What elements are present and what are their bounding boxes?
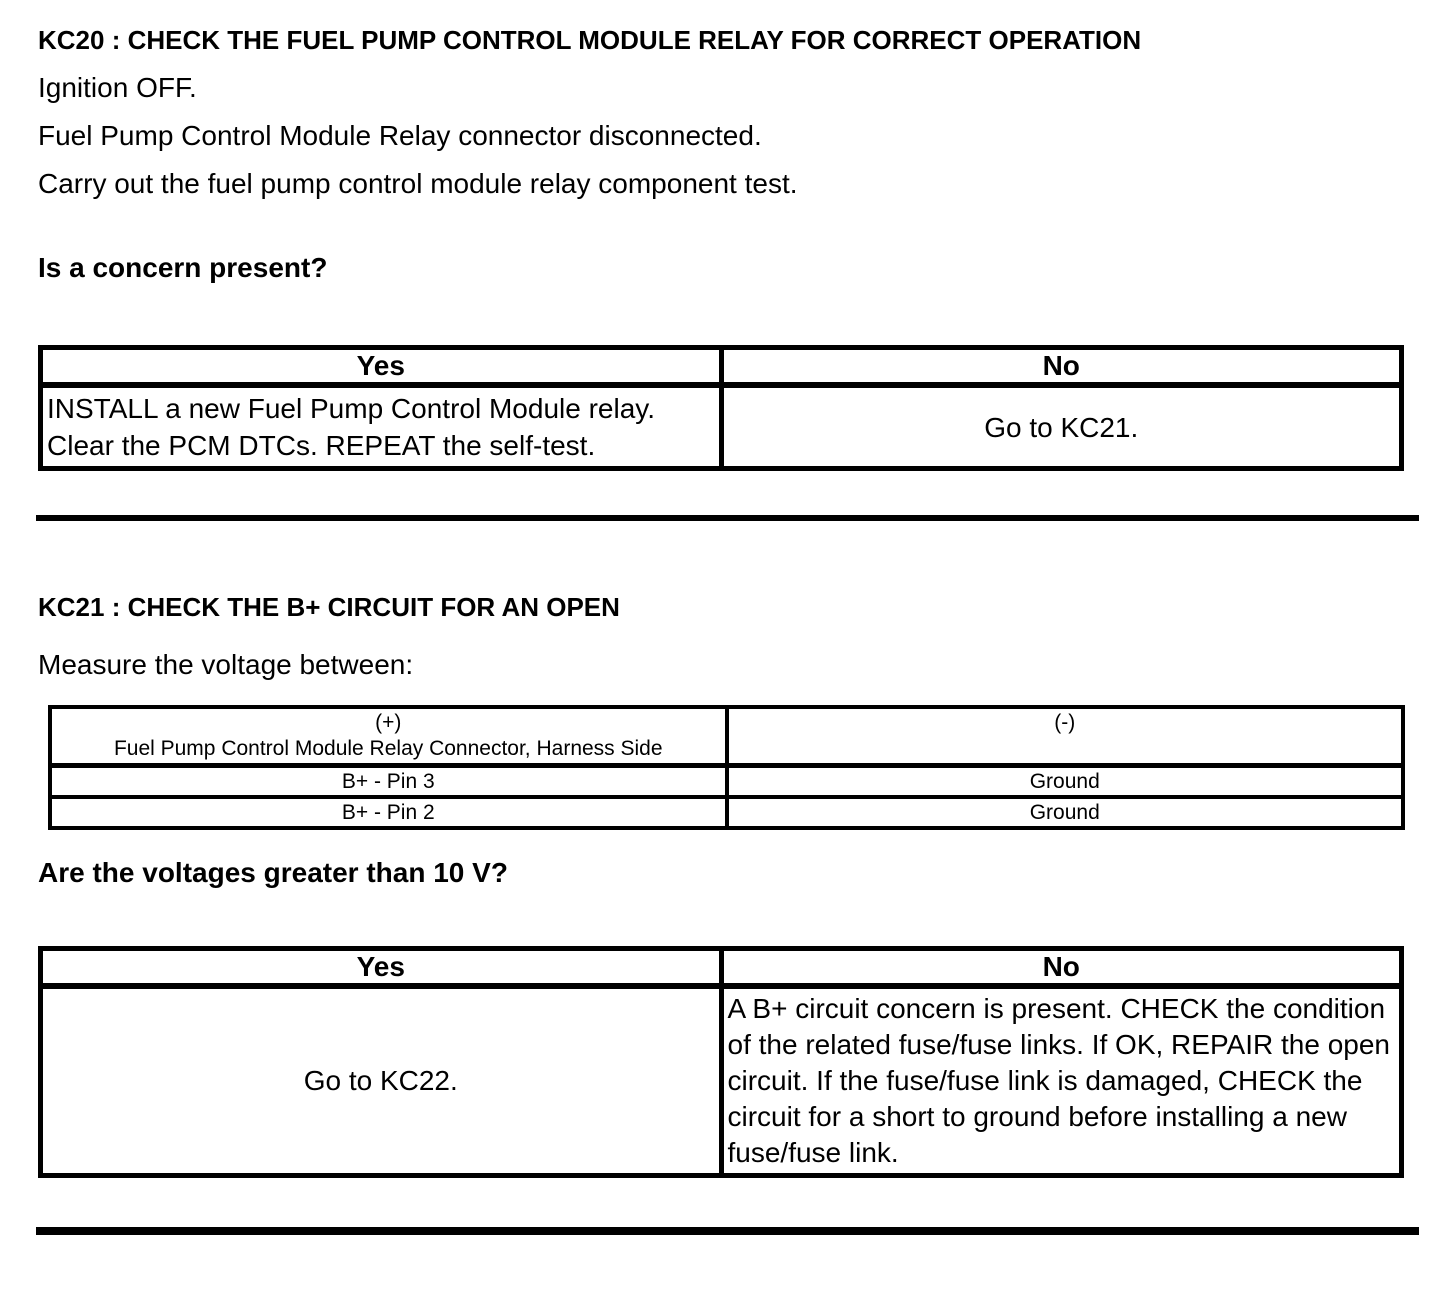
section-divider-bottom bbox=[36, 1227, 1419, 1235]
kc21-question: Are the voltages greater than 10 V? bbox=[38, 857, 508, 888]
kc21-measurement-table bbox=[48, 705, 1405, 830]
kc20-yes-action-cell bbox=[41, 385, 722, 469]
kc20-instruction-connector-disconnected: Fuel Pump Control Module Relay connector disconnected. bbox=[38, 120, 762, 151]
kc21-measure-instruction: Measure the voltage between: bbox=[38, 649, 414, 680]
measurement-pin2-positive: B+ - Pin 2 bbox=[50, 797, 727, 828]
kc20-step-title: KC20 : CHECK THE FUEL PUMP CONTROL MODULE RELAY FOR CORRECT OPERATION bbox=[38, 25, 1142, 55]
kc20-decision-action-row bbox=[41, 385, 1402, 469]
kc20-section bbox=[38, 25, 1420, 471]
measurement-row-pin3 bbox=[50, 766, 1403, 798]
kc20-yes-action-line2: Clear the PCM DTCs. REPEAT the self-test. bbox=[47, 430, 596, 461]
measurement-pin2-negative: Ground bbox=[727, 797, 1404, 828]
positive-probe-location: Fuel Pump Control Module Relay Connector, Harness Side bbox=[113, 737, 663, 760]
positive-probe-symbol: (+) bbox=[375, 711, 402, 734]
kc21-decision-action-row bbox=[41, 986, 1402, 1176]
kc20-question: Is a concern present? bbox=[38, 252, 328, 283]
kc21-yes-column-header: Yes bbox=[41, 949, 722, 987]
kc20-no-action-cell: Go to KC21. bbox=[721, 385, 1402, 469]
measurement-row-pin2 bbox=[50, 797, 1403, 828]
kc20-instruction-component-test: Carry out the fuel pump control module relay component test. bbox=[38, 168, 798, 199]
positive-probe-header bbox=[50, 707, 727, 766]
kc21-step-title: KC21 : CHECK THE B+ CIRCUIT FOR AN OPEN bbox=[38, 592, 620, 622]
kc20-decision-header-row bbox=[41, 348, 1402, 386]
measurement-header-row bbox=[50, 707, 1403, 766]
kc21-no-column-header: No bbox=[721, 949, 1402, 987]
kc20-yes-column-header: Yes bbox=[41, 348, 722, 386]
kc21-decision-table bbox=[38, 946, 1404, 1178]
measurement-pin3-negative: Ground bbox=[727, 766, 1404, 798]
measurement-pin3-positive: B+ - Pin 3 bbox=[50, 766, 727, 798]
kc20-no-column-header: No bbox=[721, 348, 1402, 386]
kc21-section bbox=[38, 521, 1420, 1178]
kc20-decision-table bbox=[38, 345, 1404, 471]
kc21-decision-header-row bbox=[41, 949, 1402, 987]
kc20-yes-action-line1: INSTALL a new Fuel Pump Control Module relay. bbox=[47, 393, 655, 424]
negative-probe-header: (-) bbox=[727, 707, 1404, 766]
kc20-instruction-ignition-off: Ignition OFF. bbox=[38, 72, 197, 103]
kc21-no-action-cell: A B+ circuit concern is present. CHECK the condition of the related fuse/fuse links. If OK, REPAIR the open circuit. If the fuse/fuse link is damaged, CHECK the circuit for a short to ground before installing a new fuse/fuse link. bbox=[721, 986, 1402, 1176]
kc21-yes-action-cell: Go to KC22. bbox=[41, 986, 722, 1176]
